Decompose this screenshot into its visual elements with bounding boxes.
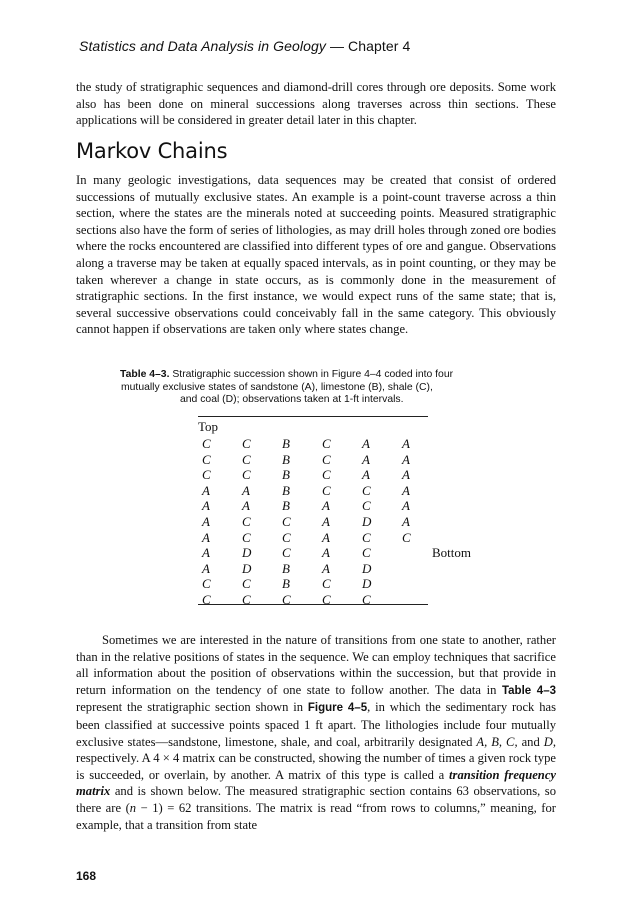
table-cell: A	[242, 482, 250, 498]
table-cell: D	[362, 560, 372, 576]
section-heading: Markov Chains	[76, 139, 228, 163]
table-cell: C	[242, 467, 251, 483]
table-cell: C	[202, 467, 211, 483]
table-row	[198, 498, 471, 514]
table-cell	[398, 576, 432, 592]
table-cell: B	[282, 482, 290, 498]
table-cell: A	[362, 451, 370, 467]
table-caption	[120, 369, 500, 407]
table-cell: A	[402, 436, 410, 451]
table-cell: A	[202, 560, 210, 576]
table-cell: D	[362, 513, 372, 529]
table-cell: C	[202, 576, 211, 592]
table-cell: C	[242, 451, 251, 467]
table-cell: C	[402, 529, 411, 545]
figure-reference: Figure 4–5	[307, 702, 368, 715]
table-cell: A	[242, 498, 250, 514]
table-cell: C	[242, 513, 251, 529]
table-cell: D	[242, 545, 252, 561]
table-cell: A	[402, 482, 410, 498]
text-run: and	[517, 734, 544, 749]
table-caption-line2: mutually exclusive states of sandstone (A), limestone (B), shale (C),	[121, 381, 433, 393]
table-cell: D	[362, 576, 372, 592]
table-cell: C	[362, 529, 371, 545]
table-cell: C	[322, 482, 331, 498]
table-row	[198, 514, 471, 530]
table-cell: A	[322, 529, 330, 545]
table-cell: A	[202, 482, 210, 498]
table-cell: B	[282, 436, 290, 451]
table-row	[198, 467, 471, 483]
table-cell: C	[322, 467, 331, 483]
table-cell: B	[282, 451, 290, 467]
table-top-label: Top	[198, 419, 219, 434]
running-head-title: Statistics and Data Analysis in Geology	[79, 38, 326, 54]
table-cell: C	[282, 513, 291, 529]
table-row	[198, 592, 471, 608]
table-cell: C	[202, 591, 211, 607]
table-row	[198, 545, 471, 561]
table-cell: C	[282, 545, 291, 561]
page-number: 168	[76, 869, 97, 883]
table-caption-line1: Stratigraphic succession shown in Figure 4–4 coded into four	[169, 369, 454, 380]
table-cell: C	[242, 529, 251, 545]
table-cell	[398, 545, 432, 561]
table-cell: B	[282, 498, 290, 514]
transition-paragraph	[76, 632, 556, 833]
table-cell: C	[322, 576, 331, 592]
table-cell: C	[282, 591, 291, 607]
table-cell: A	[402, 513, 410, 529]
table-cell: A	[202, 498, 210, 514]
table-cell: C	[362, 545, 371, 561]
table-cell: A	[322, 498, 330, 514]
table-top-rule	[198, 416, 428, 417]
text-run: , in which the sedimentary rock has been classified at successive points spaced 1 ft apart. The lithologies include four mutually exclusive states—sandstone, limestone, shale, and coal, arbitrarily designated	[76, 700, 556, 749]
table-cell: B	[282, 576, 290, 592]
table-cell: A	[202, 513, 210, 529]
table-cell: B	[282, 560, 290, 576]
table-cell: C	[202, 436, 211, 451]
table-cell: A	[202, 545, 210, 561]
table-cell: A	[362, 467, 370, 483]
table-row	[198, 483, 471, 499]
text-run: − 1) = 62 transitions. The matrix is read “from rows to columns,” meaning, for example, that a transition from state	[76, 800, 556, 832]
intro-paragraph: the study of stratigraphic sequences and diamond-drill cores through ore deposits. Some work also has been done on mineral successions along traverses across thin sections. These applications will be considered in greater detail later in this chapter.	[76, 80, 556, 128]
table-cell: C	[242, 436, 251, 451]
table-cell: C	[322, 591, 331, 607]
state-symbols: A, B, C,	[476, 734, 518, 749]
table-cell: A	[402, 467, 410, 483]
math-n: n	[129, 800, 137, 815]
table-cell	[398, 592, 432, 608]
markov-paragraph: In many geologic investigations, data sequences may be created that consist of ordered successions of mutually exclusive states. An example is a point-count traverse across a thin section, where the states are the minerals noted at succeeding points. Measured stratigraphic sections also have the form of series of lithologies, as may drill holes through zoned ore bodies where the rocks encountered are classified into different types of ore and gangue. Observations along a traverse may be taken at equally spaced intervals, as in point counting, or they may be taken wherever a change in state occurs, as is commonly done in the measurement of stratigraphic sections. In the first instance, we would expect runs of the same state; that is, several successive observations could conceivably fall in the same category. This obviously cannot happen if observations are taken only where states change.	[76, 173, 556, 337]
table-row	[198, 436, 471, 452]
table-cell: C	[242, 576, 251, 592]
table-cell: A	[202, 529, 210, 545]
bottom-label: Bottom	[432, 545, 472, 561]
table-cell: C	[322, 436, 331, 451]
text-run: Sometimes we are interested in the nature of transitions from one state to another, rather than in the relative positions of states in the sequence. We can employ techniques that sacrifice all information about the position of observations within the succession, but that provide in return information on the tendency of one state to follow another. The data in	[76, 633, 556, 697]
table-cell: C	[242, 591, 251, 607]
table-cell: C	[362, 482, 371, 498]
running-head	[79, 38, 410, 54]
table-cell: B	[282, 467, 290, 483]
text-run: represent the stratigraphic section shown in	[76, 700, 308, 715]
table-reference: Table 4–3	[501, 684, 556, 697]
running-head-chapter: — Chapter 4	[325, 38, 411, 54]
table-caption-line3: and coal (D); observations taken at 1-ft intervals.	[180, 394, 404, 406]
table-row	[198, 452, 471, 468]
defined-term: transition frequency matrix	[76, 767, 556, 799]
state-symbol-d: D	[543, 734, 553, 749]
table-cell: A	[362, 436, 370, 451]
table-bottom-rule	[198, 604, 428, 605]
table-cell: C	[362, 498, 371, 514]
table-cell: C	[282, 529, 291, 545]
table-cell: C	[202, 451, 211, 467]
table-cell: A	[322, 560, 330, 576]
table-cell: C	[322, 451, 331, 467]
table-cell: A	[402, 498, 410, 514]
table-row	[198, 576, 471, 592]
text-run: and is shown below. The measured stratigraphic section contains 63 observations, so there are (	[76, 784, 556, 815]
table-cell: D	[242, 560, 252, 576]
text-run: , respectively. A 4 × 4 matrix can be constructed, showing the number of times a given rock type is succeeded, or overlain, by another. A matrix of this type is called a	[76, 734, 556, 782]
succession-table	[198, 436, 471, 608]
table-cell: A	[402, 451, 410, 467]
table-caption-label: Table 4–3.	[120, 369, 170, 380]
table-cell: A	[322, 513, 330, 529]
table-row	[198, 561, 471, 577]
table-row	[198, 530, 471, 546]
table-cell: A	[322, 545, 330, 561]
table-cell	[398, 561, 432, 577]
table-cell: C	[362, 591, 371, 607]
